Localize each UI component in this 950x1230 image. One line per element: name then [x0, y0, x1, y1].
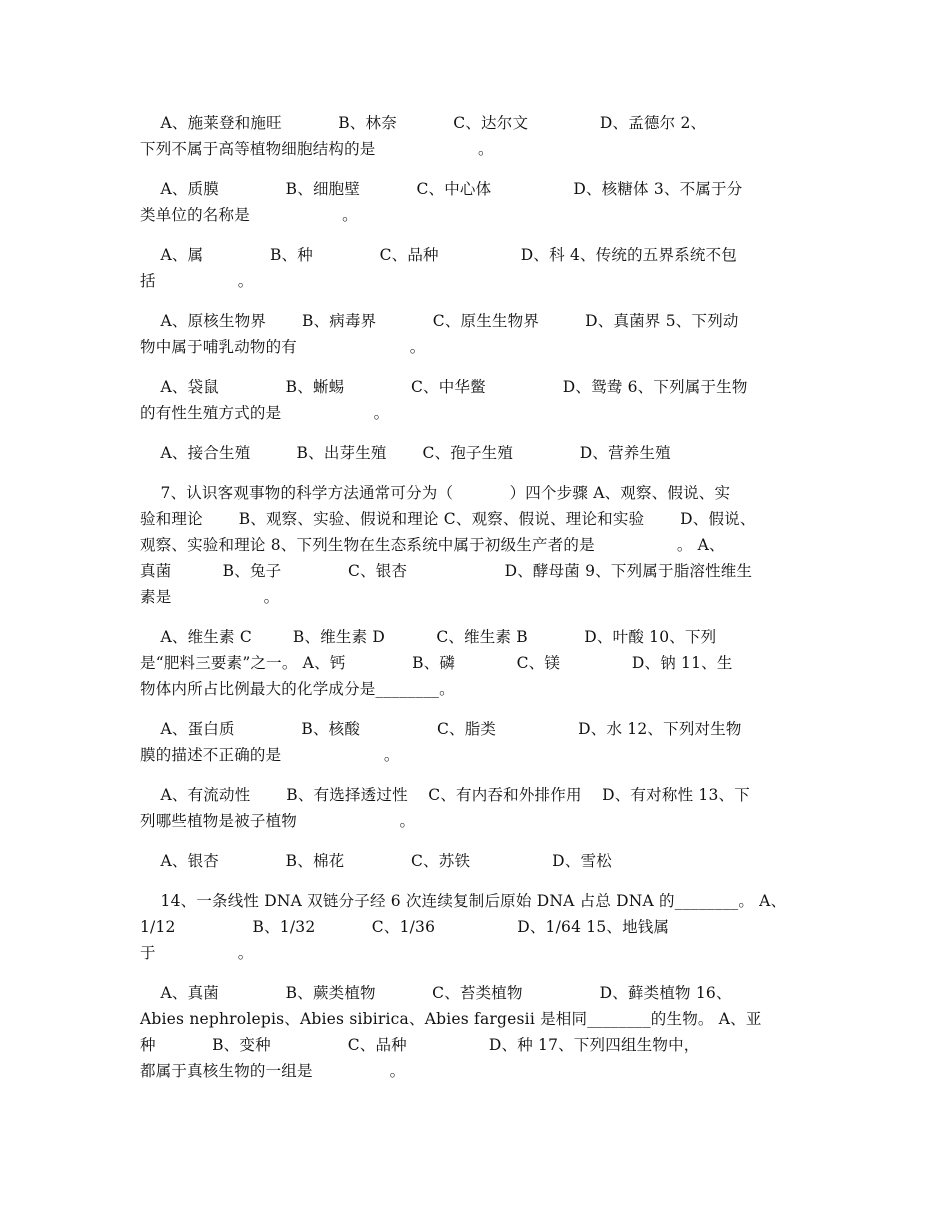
- text-line: 物体内所占比例最大的化学成分是________。: [140, 680, 455, 698]
- text-line: 括 。: [140, 272, 254, 290]
- text-line: 于 。: [140, 944, 254, 962]
- text-line: 类单位的名称是 。: [140, 206, 358, 224]
- text-line: A、真菌 B、蕨类植物 C、苔类植物 D、藓类植物 16、: [140, 984, 732, 1002]
- text-line: 的有性生殖方式的是 。: [140, 404, 390, 422]
- text-line: A、袋鼠 B、蜥蜴 C、中华鳖 D、鸳鸯 6、下列属于生物: [140, 378, 748, 396]
- text-line: 膜的描述不正确的是 。: [140, 746, 400, 764]
- text-line: 都属于真核生物的一组是 。: [140, 1062, 406, 1080]
- text-line: 14、一条线性 DNA 双链分子经 6 次连续复制后原始 DNA 占总 DNA 的________。 A、: [140, 892, 787, 910]
- text-line: A、银杏 B、棉花 C、苏铁 D、雪松: [140, 852, 612, 870]
- text-line: A、施莱登和施旺 B、林奈 C、达尔文 D、孟德尔 2、: [140, 114, 707, 132]
- text-line: 观察、实验和理论 8、下列生物在生态系统中属于初级生产者的是 。 A、: [140, 536, 725, 554]
- text-line: 7、认识客观事物的科学方法通常可分为（ ）四个步骤 A、观察、假说、实: [140, 484, 731, 502]
- text-line: Abies nephrolepis、Abies sibirica、Abies fargesii 是相同________的生物。 A、亚: [140, 1010, 762, 1028]
- text-line: 素是 。: [140, 588, 280, 606]
- text-line: 验和理论 B、观察、实验、假说和理论 C、观察、假说、理论和实验 D、假说、: [140, 510, 756, 528]
- text-line: 物中属于哺乳动物的有 。: [140, 338, 426, 356]
- text-line: A、有流动性 B、有选择透过性 C、有内吞和外排作用 D、有对称性 13、下: [140, 786, 750, 804]
- text-line: A、接合生殖 B、出芽生殖 C、孢子生殖 D、营养生殖: [140, 444, 671, 462]
- text-line: 1/12 B、1/32 C、1/36 D、1/64 15、地钱属: [140, 918, 670, 936]
- text-line: A、质膜 B、细胞壁 C、中心体 D、核糖体 3、不属于分: [140, 180, 743, 198]
- text-line: 种 B、变种 C、品种 D、种 17、下列四组生物中，: [140, 1036, 700, 1054]
- text-line: 下列不属于高等植物细胞结构的是 。: [140, 140, 494, 158]
- text-line: A、原核生物界 B、病毒界 C、原生生物界 D、真菌界 5、下列动: [140, 312, 739, 330]
- text-line: A、属 B、种 C、品种 D、科 4、传统的五界系统不包: [140, 246, 738, 264]
- text-line: 是“肥料三要素”之一。 A、钙 B、磷 C、镁 D、钠 11、生: [140, 654, 733, 672]
- text-line: 列哪些植物是被子植物 。: [140, 812, 416, 830]
- text-line: A、维生素 C B、维生素 D C、维生素 B D、叶酸 10、下列: [140, 628, 717, 646]
- text-line: 真菌 B、兔子 C、银杏 D、酵母菌 9、下列属于脂溶性维生: [140, 562, 753, 580]
- text-line: A、蛋白质 B、核酸 C、脂类 D、水 12、下列对生物: [140, 720, 742, 738]
